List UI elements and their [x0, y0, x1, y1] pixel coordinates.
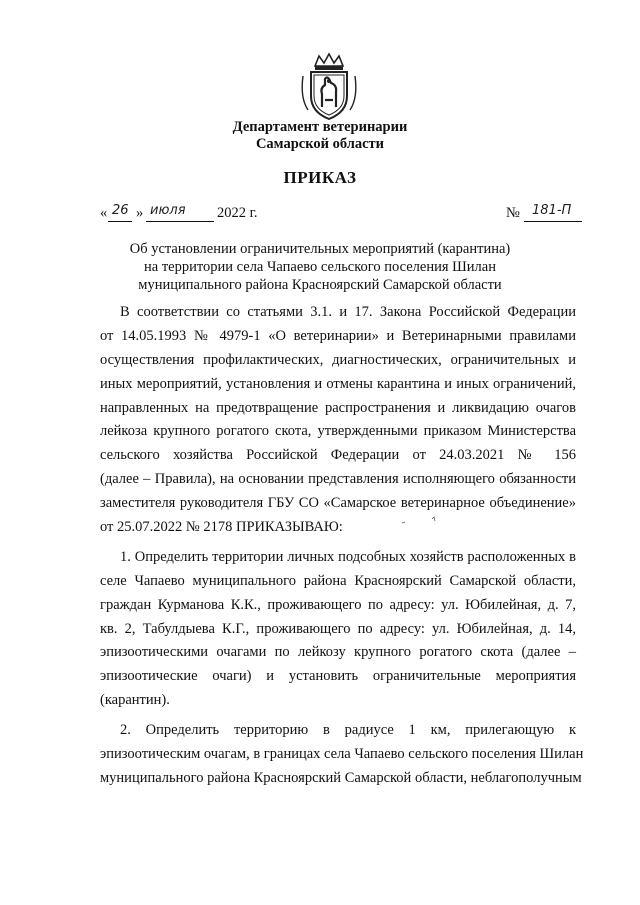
text-line: 1. Определить территории личных подсобных хозяйств расположенных в: [120, 548, 576, 565]
text-line: 2. Определить территорию в радиусе 1 км, прилегающую к: [120, 722, 576, 739]
close-quote: »: [136, 205, 144, 221]
month-underline: [146, 221, 214, 222]
subject-line: на территории села Чапаево сельского поселения Шилан: [144, 259, 496, 275]
text-line: муниципального района Красноярский Самарской области, неблагополучным: [100, 769, 582, 786]
text-line: В соответствии со статьями 3.1. и 17. Закона Российской Федерации: [120, 304, 576, 320]
scan-mark: [400, 515, 440, 529]
text-line: лейкоза крупного рогатого скота, утвержденными приказом Министерства: [100, 423, 576, 440]
date-day: 26: [112, 203, 129, 218]
paragraph-item-1: [100, 546, 576, 713]
department-name-line-2: Самарской области: [255, 136, 385, 152]
paragraph-item-2: [100, 719, 584, 791]
day-underline: [108, 221, 132, 222]
order-subject: [0, 240, 640, 294]
text-line: заместителя руководителя ГБУ СО «Самарское ветеринарное объединение»: [100, 495, 576, 512]
text-line: эпизоотические очаги) и установить ограничительные мероприятия: [100, 668, 576, 685]
document-title: ПРИКАЗ: [283, 168, 357, 187]
date-year: 2022 г.: [217, 205, 258, 221]
text-line: направленных на предотвращение распространения и ликвидацию очагов: [100, 399, 576, 416]
text-line: сельского хозяйства Российской Федерации от 24.03.2021 № 156: [100, 447, 576, 464]
text-line: осуществления профилактических, диагностических, ограничительных и: [100, 351, 576, 368]
text-line: селе Чапаево муниципального района Красноярский Самарской области,: [100, 572, 576, 589]
text-line: эпизоотическими очагами по лейкозу крупного рогатого скота (далее –: [100, 644, 576, 661]
department-name-line-1: Департамент ветеринарии: [232, 119, 408, 135]
text-line: эпизоотическим очагам, в границах села Чапаево сельского поселения Шилан: [100, 746, 584, 763]
text-line: от 14.05.1993 № 4979-1 «О ветеринарии» и Ветеринарными правилами: [100, 327, 576, 344]
text-line: граждан Курманова К.К., проживающего по адресу: ул. Юбилейная, д. 7,: [100, 596, 576, 613]
coat-of-arms-icon: [298, 52, 360, 122]
subject-line: муниципального района Красноярский Самарской области: [138, 277, 502, 293]
number-underline: [524, 221, 582, 222]
text-line: от 25.07.2022 № 2178 ПРИКАЗЫВАЮ:: [100, 519, 343, 536]
text-line: (далее – Правила), на основании представления исполняющего обязанности: [100, 471, 576, 488]
text-line: кв. 2, Табулдыева К.Г., проживающего по адресу: ул. Юбилейная, д. 14,: [100, 620, 576, 637]
number-value: 181-П: [532, 203, 572, 218]
subject-line: Об установлении ограничительных мероприятий (карантина): [129, 241, 511, 257]
text-line: иных мероприятий, установления и отмены карантина и иных ограничений,: [100, 375, 576, 392]
date-month: июля: [150, 203, 186, 218]
paragraph-preamble: [100, 301, 576, 540]
text-line: (карантин).: [100, 692, 170, 709]
number-label: №: [506, 205, 520, 221]
order-body: [100, 301, 584, 791]
open-quote: «: [100, 205, 108, 221]
